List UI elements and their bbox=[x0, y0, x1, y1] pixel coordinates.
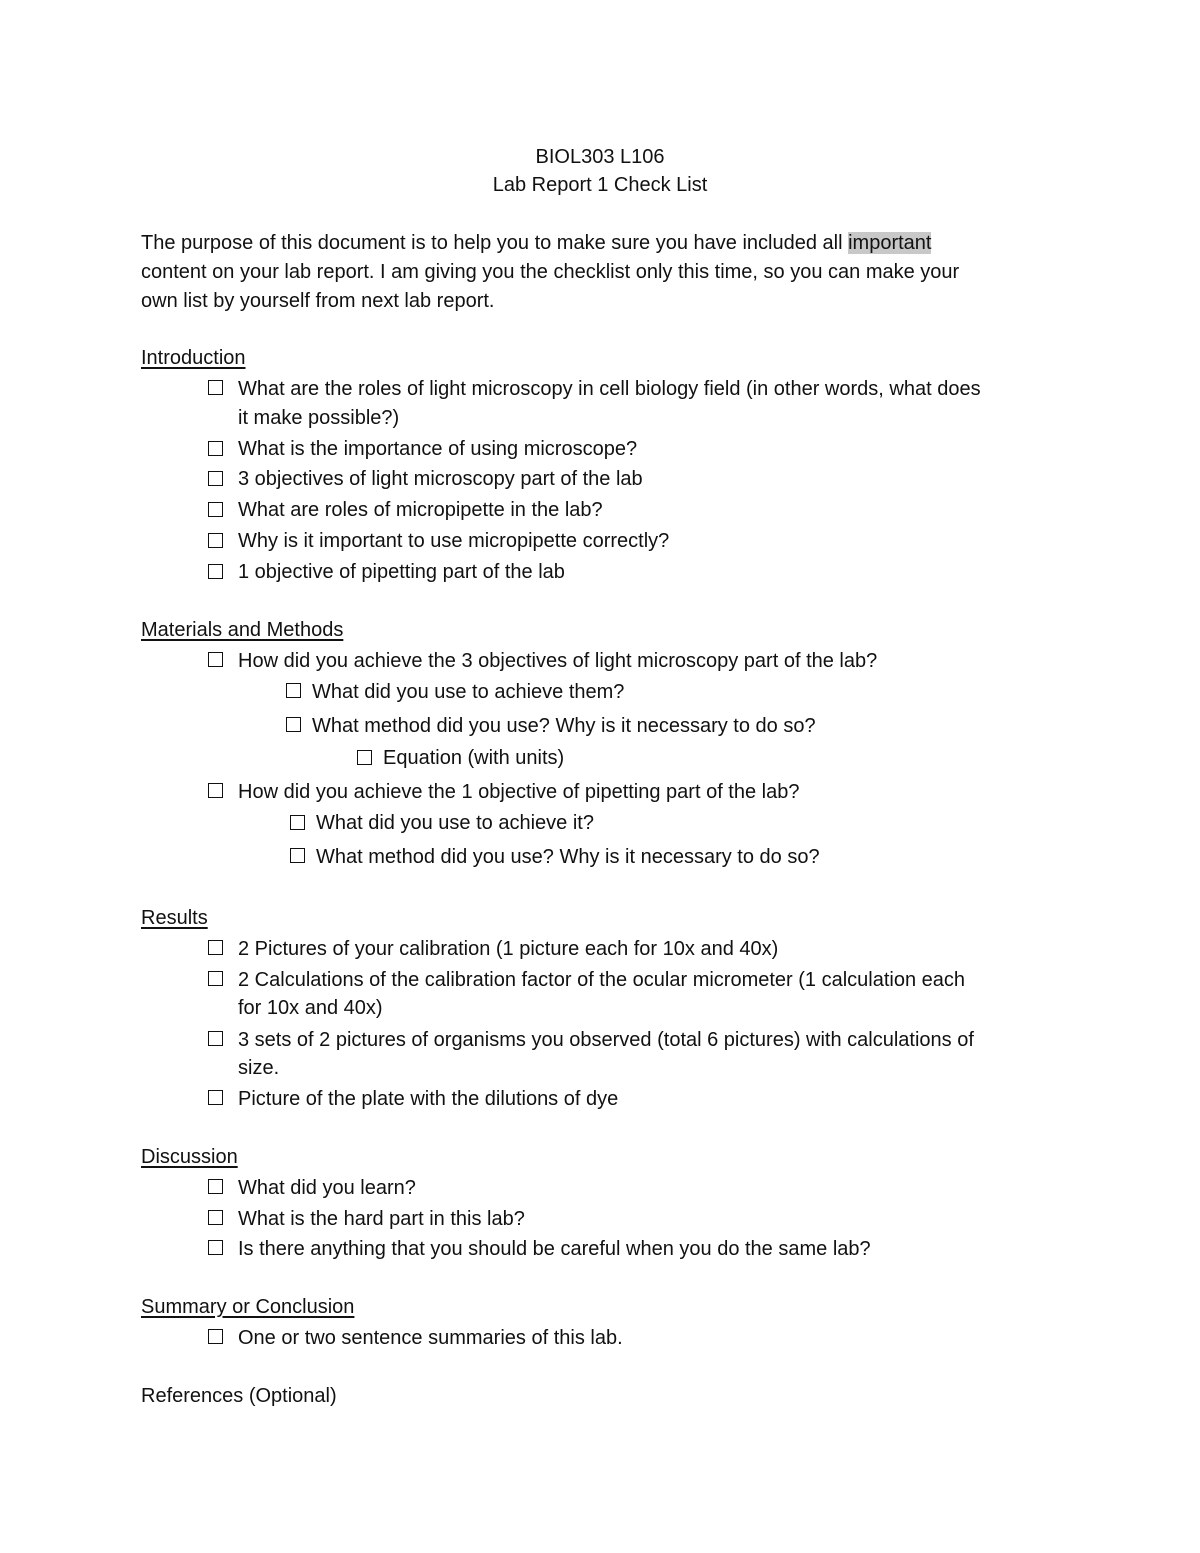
section-heading-introduction: Introduction bbox=[141, 347, 246, 369]
section-heading-discussion: Discussion bbox=[141, 1146, 238, 1168]
checkbox[interactable] bbox=[208, 441, 223, 456]
intro-paragraph-line-2: content on your lab report. I am giving you the checklist only this time, so you can make your bbox=[141, 261, 960, 283]
section-heading-summary: Summary or Conclusion bbox=[141, 1296, 355, 1318]
checklist-subitem: What did you use to achieve it? bbox=[316, 812, 594, 834]
checklist-item-continuation: it make possible?) bbox=[238, 407, 400, 429]
checklist-item: What is the importance of using microscope? bbox=[238, 438, 638, 460]
checklist-item: One or two sentence summaries of this lab. bbox=[238, 1327, 623, 1349]
document-title: Lab Report 1 Check List bbox=[492, 174, 708, 196]
checklist-item: What is the hard part in this lab? bbox=[238, 1208, 525, 1230]
checkbox[interactable] bbox=[208, 1329, 223, 1344]
checkbox[interactable] bbox=[290, 815, 305, 830]
checkbox[interactable] bbox=[208, 1179, 223, 1194]
checklist-item: What are the roles of light microscopy in cell biology field (in other words, what does bbox=[238, 378, 981, 400]
checklist-item: 1 objective of pipetting part of the lab bbox=[238, 561, 565, 583]
checklist-subsubitem: Equation (with units) bbox=[383, 747, 565, 769]
checklist-item: Why is it important to use micropipette correctly? bbox=[238, 530, 670, 552]
checkbox[interactable] bbox=[208, 1090, 223, 1105]
intro-text: The purpose of this document is to help you to make sure you have included all bbox=[141, 232, 849, 254]
checkbox[interactable] bbox=[286, 683, 301, 698]
checkbox[interactable] bbox=[208, 940, 223, 955]
section-heading-materials-methods: Materials and Methods bbox=[141, 619, 344, 641]
checklist-item-continuation: size. bbox=[238, 1057, 280, 1079]
checkbox[interactable] bbox=[357, 750, 372, 765]
intro-paragraph-line-1 bbox=[141, 231, 931, 255]
checklist-item: What are roles of micropipette in the lab? bbox=[238, 499, 603, 521]
checklist-item: How did you achieve the 1 objective of pipetting part of the lab? bbox=[238, 781, 800, 803]
checkbox[interactable] bbox=[208, 652, 223, 667]
checklist-item: 2 Calculations of the calibration factor of the ocular micrometer (1 calculation each bbox=[238, 969, 966, 991]
course-code: BIOL303 L106 bbox=[535, 146, 665, 168]
highlighted-word: important bbox=[848, 232, 932, 254]
checkbox[interactable] bbox=[208, 971, 223, 986]
checkbox[interactable] bbox=[208, 1031, 223, 1046]
checklist-item: 3 sets of 2 pictures of organisms you observed (total 6 pictures) with calculations of bbox=[238, 1029, 974, 1051]
checklist-item-continuation: for 10x and 40x) bbox=[238, 997, 383, 1019]
checklist-subitem: What did you use to achieve them? bbox=[312, 681, 625, 703]
checklist-item: 2 Pictures of your calibration (1 picture each for 10x and 40x) bbox=[238, 938, 779, 960]
checklist-item: What did you learn? bbox=[238, 1177, 416, 1199]
checkbox[interactable] bbox=[290, 848, 305, 863]
checkbox[interactable] bbox=[208, 380, 223, 395]
section-heading-results: Results bbox=[141, 907, 208, 929]
checklist-subitem: What method did you use? Why is it necessary to do so? bbox=[316, 846, 820, 868]
checkbox[interactable] bbox=[208, 471, 223, 486]
checkbox[interactable] bbox=[208, 533, 223, 548]
checkbox[interactable] bbox=[208, 564, 223, 579]
checkbox[interactable] bbox=[208, 502, 223, 517]
checkbox[interactable] bbox=[208, 1210, 223, 1225]
checklist-item: How did you achieve the 3 objectives of light microscopy part of the lab? bbox=[238, 650, 878, 672]
checklist-item: 3 objectives of light microscopy part of the lab bbox=[238, 468, 643, 490]
checklist-item: Is there anything that you should be careful when you do the same lab? bbox=[238, 1238, 871, 1260]
checklist-subitem: What method did you use? Why is it necessary to do so? bbox=[312, 715, 816, 737]
checkbox[interactable] bbox=[208, 1240, 223, 1255]
checklist-item: Picture of the plate with the dilutions of dye bbox=[238, 1088, 619, 1110]
section-heading-references: References (Optional) bbox=[141, 1385, 337, 1407]
checkbox[interactable] bbox=[286, 717, 301, 732]
intro-paragraph-line-3: own list by yourself from next lab report. bbox=[141, 290, 495, 312]
checkbox[interactable] bbox=[208, 783, 223, 798]
